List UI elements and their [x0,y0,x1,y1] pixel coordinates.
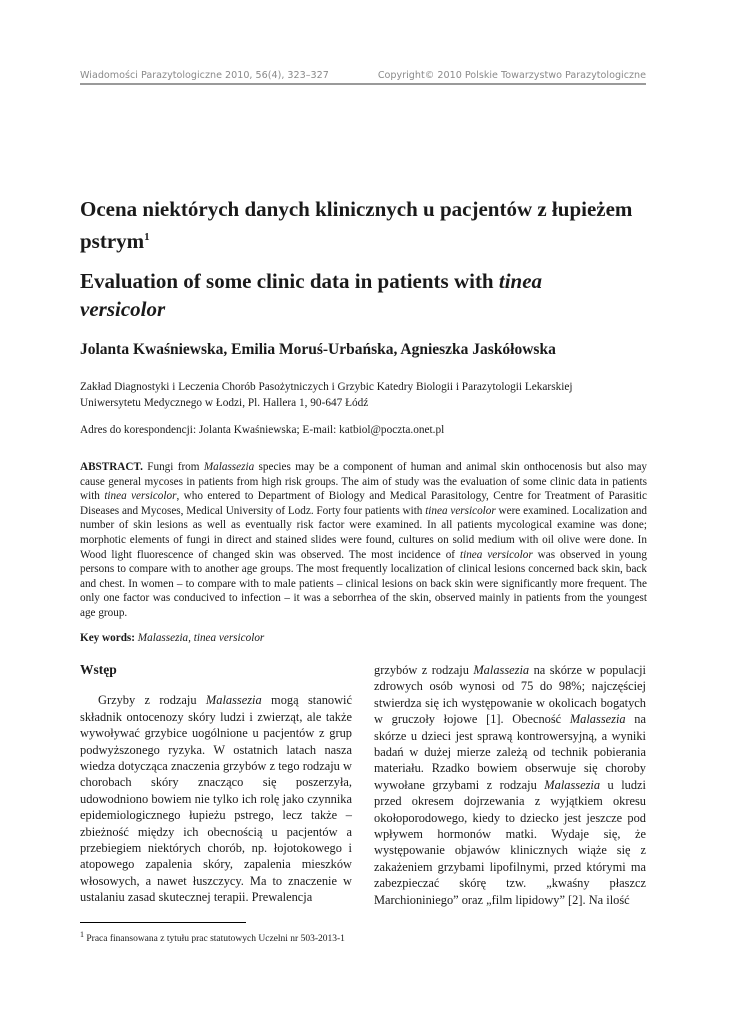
column-right [374,662,646,908]
title-english-italic1: tinea [498,269,543,293]
body-italic: Malassezia [473,663,530,677]
footnote-mark: 1 [80,930,84,939]
body-text: grzybów z rodzaju [374,663,474,677]
section-heading: Wstęp [80,662,117,677]
body-paragraph [374,662,646,908]
footnote-rule [80,922,246,923]
body-italic: Malassezia [569,712,626,727]
footnote [80,930,647,944]
header-rule [80,83,646,85]
abstract-italic: Malassezia [203,461,255,473]
column-left [80,662,352,906]
keywords-value: Malassezia, tinea versicolor [135,632,265,644]
journal-citation: Wiadomości Parazytologiczne 2010, 56(4), 323–327 [80,70,329,81]
abstract-italic: tinea versicolor [459,548,533,561]
title-english-italic2: versicolor [80,297,166,321]
title-footnote-mark: 1 [144,231,150,243]
affiliation [80,379,660,411]
abstract-text: species may be a component of human and animal skin onthocenosis but also may cause general mycoses in patients from high risk groups. The aim of study was the evaluation of some clinic data in patients with [80,461,648,503]
abstract-italic: tinea versicolor [104,490,177,503]
title-polish-line2: pstrym [80,229,145,253]
body-paragraph [80,692,352,905]
abstract-text: were examined. Localization and number of skin lesions as well as eventually risk factor were examined. In all patients mycological examine was done; morphotic elements of fungi in direct and stained slides were found, cultures on solid medium with oil olive were done. In Wood light fluorescence of changed skin was observed. The most incidence of [80,504,648,561]
body-italic: Malassezia [544,777,601,792]
abstract-text: Fungi from [142,461,204,473]
abstract-italic: tinea versicolor [425,504,496,517]
footnote-text: Praca finansowana z tytułu prac statutowych Uczelni nr 503-2013-1 [84,934,345,945]
title-polish [80,195,660,255]
body-text: Grzyby z rodzaju [98,693,206,708]
title-english [80,267,660,323]
affiliation-line1: Zakład Diagnostyki i Leczenia Chorób Pasożytniczych i Grzybic Katedry Biologii i Parazytologii Lekarskiej [80,381,573,393]
abstract-text: was observed in young persons to compare with to another age groups. The most frequently localization of clinical lesions concerned back skin, back and chest. In women – to compare with to male patients – clinical lesions on back skin were significantly more frequent. The only one factor was conducived to infection – it was a seborrhea of the skin, observed mainly in patients from the youngest age group. [80,548,647,619]
body-text: na skórze w populacji zdrowych osób wynosi od 75 do 98%; najczęściej stwierdza się ich występowanie w okolicach bogatych w gruczoły łojowe [1]. Obecność [374,663,646,727]
running-header [80,70,646,81]
keywords-label: Key words: [80,632,135,644]
correspondence: Adres do korespondencji: Jolanta Kwaśniewska; E-mail: katbiol@poczta.onet.pl [80,424,445,436]
abstract-label: ABSTRACT. [80,461,143,473]
abstract [80,460,647,621]
title-english-text: Evaluation of some clinic data in patients with [80,269,499,293]
body-text: u ludzi przed okresem dojrzewania z wyjątkiem okresu okołoporodowego, kiedy to dziecko jest jeszcze pod wpływem hormonów matki. Wydaje się, że występowanie objawów klinicznych wiąże się z zakażeniem grzybami lipofilnymi, przed którymi ma zabezpieczać skórę tzw. „kwaśny płaszcz Marchioniniego” oraz „film lipidowy” [2]. Na ilość [374,777,646,907]
authors: Jolanta Kwaśniewska, Emilia Moruś-Urbańska, Agnieszka Jaskółowska [80,341,556,358]
title-polish-line1: Ocena niektórych danych klinicznych u pacjentów z łupieżem [80,197,633,221]
body-text: mogą stanowić składnik ontocenozy skóry ludzi i zwierząt, ale także wywoływać grzybice uogólnione u pacjentów z grup podwyższonego ryzyka. W ostatnich latach nasza wiedza dotycząca znaczenia grzybów z tego rodzaju w chorobach skóry znacząco się poszerzyła, udowodniono bowiem nie tylko ich rolę jako czynnika epidemiologicznego łupieżu pstrego, lecz także – zbieżność między ich obecnością u pacjentów a przebiegiem niektórych chorób, np. łojotokowego i atopowego zapalenia skóry, zapalenia mieszków włosowych, a nawet łuszczycy. Ma to znaczenie w ustalaniu zasad skutecznej terapii. Prewalencja [80,693,352,905]
affiliation-line2: Uniwersytetu Medycznego w Łodzi, Pl. Hallera 1, 90-647 Łódź [80,397,369,409]
body-text: na skórze u dzieci jest sprawą kontrowersyjną, a wyniki badań w dużej mierze zależą od technik pobierania materiału. Rzadko bowiem obserwuje się choroby wywołane grzybami z rodzaju [374,712,646,792]
keywords [80,632,647,644]
body-italic: Malassezia [205,693,262,708]
abstract-text: , who entered to Department of Biology and Medical Parasitology, Centre for Treatment of Parasitic Diseases and Mycoses, Medical University of Lodz. Forty four patients with [80,490,648,517]
copyright-notice: Copyright© 2010 Polskie Towarzystwo Parazytologiczne [377,70,646,81]
